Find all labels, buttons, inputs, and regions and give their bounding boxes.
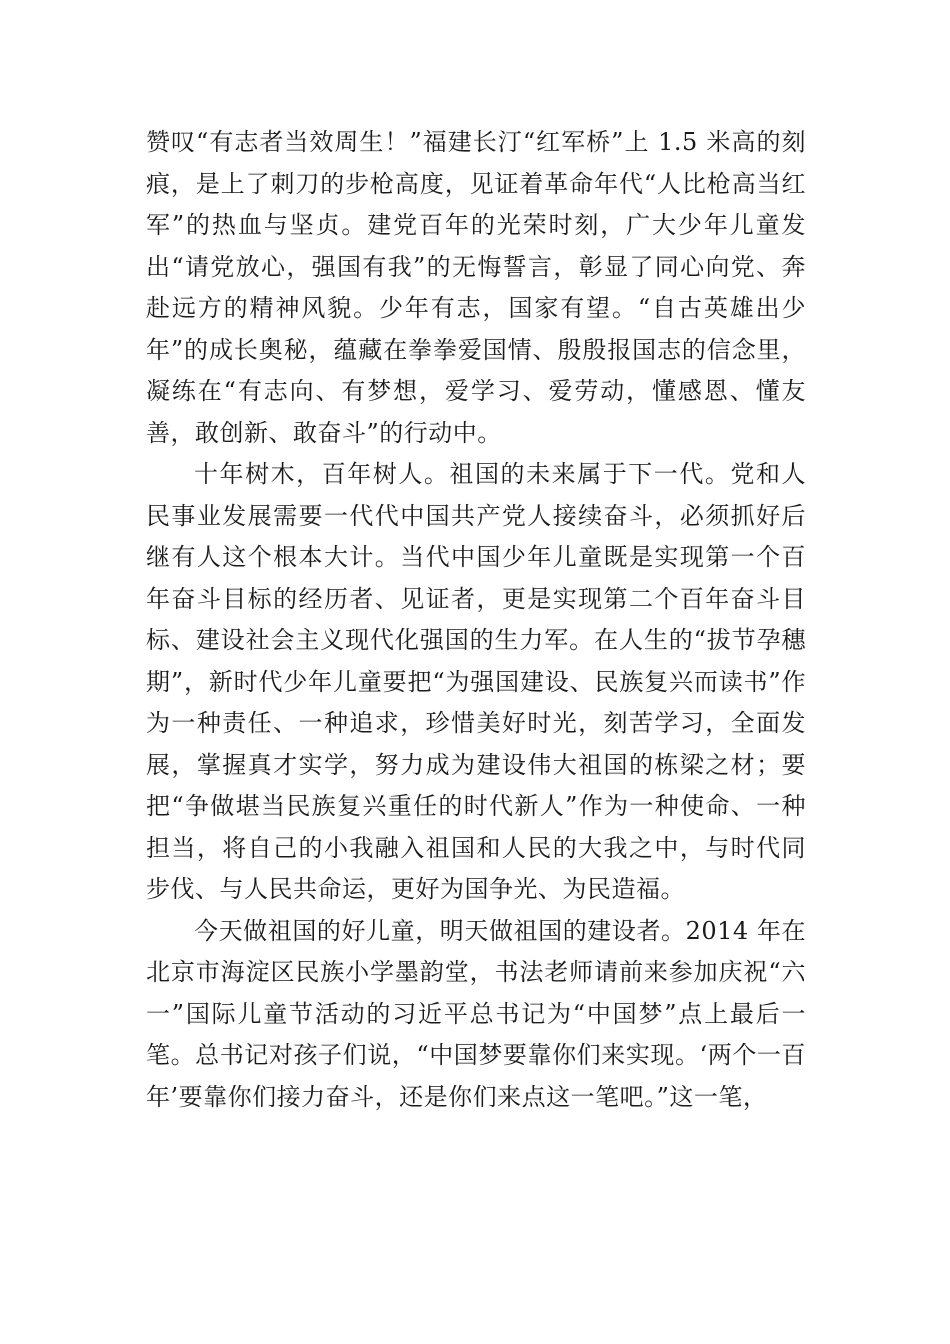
paragraph: 今天做祖国的好儿童，明天做祖国的建设者。2014 年在北京市海淀区民族小学墨韵堂，书法老师请前来参加庆祝“六一”国际儿童节活动的习近平总书记为“中国梦”点上最后一笔。总书记对孩子们说，“中国梦要靠你们来实现。‘两个一百年’要靠你们接力奋斗，还是你们来点这一笔吧。”这一笔， — [146, 916, 806, 1111]
paragraph: 十年树木，百年树人。祖国的未来属于下一代。党和人民事业发展需要一代代中国共产党人接续奋斗，必须抓好后继有人这个根本大计。当代中国少年儿童既是实现第一个百年奋斗目标的经历者、见证者，更是实现第二个百年奋斗目标、建设社会主义现代化强国的生力军。在人生的“拔节孕穗期”，新时代少年儿童要把“为强国建设、民族复兴而读书”作为一种责任、一种追求，珍惜美好时光，刻苦学习，全面发展，掌握真才实学，努力成为建设伟大祖国的栋梁之材；要把“争做堪当民族复兴重任的时代新人”作为一种使命、一种担当，将自己的小我融入祖国和人民的大我之中，与时代同步伐、与人民共命运，更好为国争光、为民造福。 — [146, 460, 806, 903]
paragraph: 赞叹“有志者当效周生！”福建长汀“红军桥”上 1.5 米高的刻痕，是上了刺刀的步枪高度，见证着革命年代“人比枪高当红军”的热血与坚贞。建党百年的光荣时刻，广大少年儿童发出“请党放心，强国有我”的无悔誓言，彰显了同心向党、奔赴远方的精神风貌。少年有志，国家有望。“自古英雄出少年”的成长奥秘，蕴藏在拳拳爱国情、殷殷报国志的信念里，凝练在“有志向、有梦想，爱学习、爱劳动，懂感恩、懂友善，敢创新、敢奋斗”的行动中。 — [146, 128, 806, 447]
document-body — [146, 122, 806, 1118]
